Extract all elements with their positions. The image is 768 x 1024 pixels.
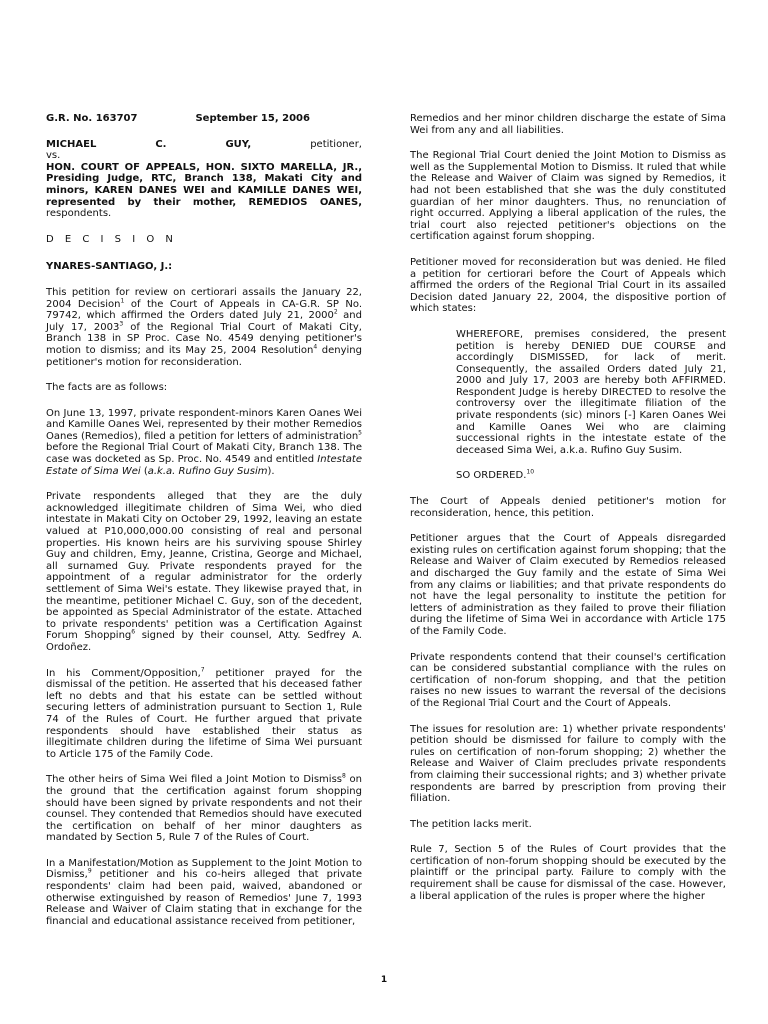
left-column [46, 113, 362, 941]
petitioner-initial: C. [155, 138, 167, 150]
petitioner-first-name: MICHAEL [46, 138, 97, 150]
paragraph-facts-intro: The facts are as follows: [46, 382, 168, 394]
paragraph-issues: The issues for resolution are: 1) whether private respondents' petition should be dismissed for failure to comply with the rules on certification of non-forum shopping; 2) whether the Release and Waiver of Claim precludes private respondents from claiming their successional rights; and 3) whether private respondents are barred by prescription from proving their filiation. [410, 723, 726, 805]
respondents-names: HON. COURT OF APPEALS, HON. SIXTO MARELLA, JR., Presiding Judge, RTC, Branch 138, Makati City and minors, KAREN DANES WEI and KAMILLE DANES WEI, represented by their mother, REMEDIOS OANES, [46, 161, 362, 208]
paragraph-opposition: In his Comment/Opposition,$^7$ petitioner prayed for the dismissal of the petition. He asserted that his deceased father left no debts and that his estate can be settled without securing letters of administration pursuant to Section 1, Rule 74 of the Rules of Court. He further argued that private respondents should have established their status as illegitimate children during the lifetime of Sima Wei pursuant to Article 175 of the Family Code. [46, 666, 363, 760]
footnote-ref[interactable]: 10 [526, 469, 535, 477]
paragraph-manifestation: In a Manifestation/Motion as Supplement to the Joint Motion to Dismiss,$^9$ petitioner and his co-heirs alleged that private respondents' claim had been paid, waived, abandoned or otherwise extinguished by reason of Remedios' June 7, 1993 Release and Waiver of Claim stating that in exchange for the financial and educational assistance received from petitioner, [46, 857, 362, 927]
so-ordered: SO ORDERED.$^{10}$ [456, 469, 535, 482]
paragraph-filing: On June 13, 1997, private respondent-minors Karen Oanes Wei and Kamille Oanes Wei, represented by their mother Remedios Oanes (Remedios), filed a petition for letters of administration$^5$ before the Regional Trial Court of Makati City, Branch 138. The case was docketed as Sp. Proc. No. 4549 and entitled Intestate Estate of Sima Wei (a.k.a. Rufino Guy Susim). [46, 407, 362, 477]
ponente: YNARES-SANTIAGO, J.: [46, 261, 173, 273]
paragraph-allegations: Private respondents alleged that they are the duly acknowledged illegitimate children of Sima Wei, who died intestate in Makati City on October 29, 1992, leaving an estate valued at P10,000,000.00 consisting of real and personal properties. His known heirs are his surviving spouse Shirley Guy and children, Emy, Jeanne, Cristina, George and Michael, all surnamed Guy. Private respondents prayed for the appointment of a regular administrator for the orderly settlement of Sima Wei's estate. They likewise prayed that, in the meantime, petitioner Michael C. Guy, son of the decedent, be appointed as Special Administrator of the estate. Attached to private respondents' petition was a Certification Against Forum Shopping$^6$ signed by their counsel, Atty. Sedfrey A. Ordoñez. [46, 491, 362, 653]
petitioner-role: petitioner, [310, 138, 362, 150]
paragraph-petition: This petition for review on certiorari assails the January 22, 2004 Decision$^1$ of the Court of Appeals in CA-G.R. SP No. 79742, which affirmed the Orders dated July 21, 2000$^2$ and July 17, 2003$^3$ of the Regional Trial Court of Makati City, Branch 138 in SP Proc. Case No. 4549 denying petitioner's motion to dismiss; and its May 25, 2004 Resolution$^4$ denying petitioner's motion for reconsideration. [46, 286, 363, 368]
case-header [46, 113, 362, 125]
paragraph-rtc-denial: The Regional Trial Court denied the Joint Motion to Dismiss as well as the Supplemental Motion to Dismiss. It ruled that while the Release and Waiver of Claim was signed by Remedios, it had not been established that she was the duly constituted guardian of her minor daughters. Thus, no renunciation of right occurred. Applying a liberal application of the rules, the trial court also rejected petitioner's objections on the certification against forum shopping. [410, 150, 726, 243]
petitioner-surname: GUY, [225, 138, 252, 150]
dispositive-quote: WHEREFORE, premises considered, the present petition is hereby DENIED DUE COURSE and accordingly DISMISSED, for lack of merit. Consequently, the assailed Orders dated July 21, 2000 and July 17, 2003 are hereby both AFFIRMED. Respondent Judge is hereby DIRECTED to resolve the controversy over the illegitimate filiation of the private respondents (sic) minors [-] Karen Oanes Wei and Kamille Oanes Wei who are claiming successional rights in the intestate estate of the deceased Sima Wei, a.k.a. Rufino Guy Susim. [456, 328, 726, 456]
case-number: G.R. No. 163707 [46, 113, 138, 124]
footnote-ref[interactable]: 1 [120, 297, 125, 305]
respondents-role: respondents. [46, 208, 112, 220]
paragraph-petitioner-argues: Petitioner argues that the Court of Appeals disregarded existing rules on certification against forum shopping; that the Release and Waiver of Claim executed by Remedios released and discharged the Guy family and the estate of Sima Wei from any claims or liabilities; and that private respondents do not have the legal personality to institute the petition for letters of administration as they failed to prove their filiation during the lifetime of Sima Wei in accordance with Article 175 of the Family Code. [410, 533, 726, 637]
footnote-ref[interactable]: 8 [341, 772, 346, 780]
case-parties [46, 139, 362, 220]
page-number: 1 [380, 975, 388, 985]
paragraph-reconsideration: Petitioner moved for reconsideration but was denied. He filed a petition for certiorari before the Court of Appeals which affirmed the orders of the Regional Trial Court in its assailed Decision dated January 22, 2004, the dispositive portion of which states: [410, 256, 726, 315]
footnote-ref[interactable]: 3 [119, 320, 124, 328]
right-column [410, 113, 726, 916]
paragraph-respondents-contend: Private respondents contend that their counsel's certification can be considered substantial compliance with the rules on certification of non-forum shopping, and that the petition raises no new issues to warrant the reversal of the decisions of the Regional Trial Court and the Court of Appeals. [410, 651, 726, 709]
paragraph-joint-motion: The other heirs of Sima Wei filed a Joint Motion to Dismiss$^8$ on the ground that the certification against forum shopping should have been signed by private respondents and not their counsel. They contended that Remedios should have executed the certification on behalf of her minor daughters as mandated by Section 5, Rule 7 of the Rules of Court. [46, 772, 362, 844]
footnote-ref[interactable]: 6 [131, 629, 136, 637]
paragraph-rule-7: Rule 7, Section 5 of the Rules of Court provides that the certification of non-forum shopping should be executed by the plaintiff or the principal party. Failure to comply with the requirement shall be cause for dismissal of the case. However, a liberal application of the rules is proper where the higher [410, 844, 726, 902]
versus: vs. [46, 150, 61, 162]
paragraph-discharge: Remedios and her minor children discharge the estate of Sima Wei from any and all liabilities. [410, 113, 726, 136]
footnote-ref[interactable]: 5 [358, 429, 362, 437]
footnote-ref[interactable]: 9 [87, 868, 92, 876]
paragraph-lacks-merit: The petition lacks merit. [410, 818, 532, 830]
footnote-ref[interactable]: 4 [313, 343, 318, 351]
respondents-text [46, 162, 362, 220]
footnote-ref[interactable]: 2 [333, 308, 338, 316]
decision-heading: D E C I S I O N [46, 233, 177, 245]
petitioner-line [46, 139, 362, 151]
paragraph-ca-denial: The Court of Appeals denied petitioner's motion for reconsideration, hence, this petition. [410, 496, 726, 519]
case-date: September 15, 2006 [195, 113, 310, 124]
footnote-ref[interactable]: 7 [200, 666, 205, 674]
